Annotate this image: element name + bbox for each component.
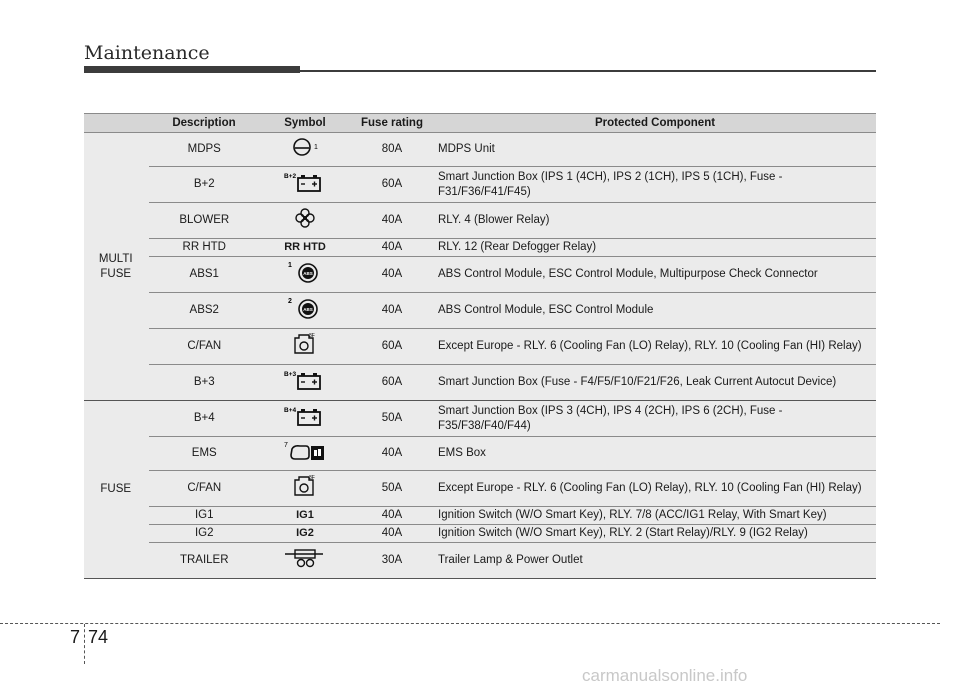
- fuse-rating-cell: 40A: [350, 257, 434, 293]
- protected-component-cell: Ignition Switch (W/O Smart Key), RLY. 2 (Start Relay)/RLY. 9 (IG2 Relay): [434, 525, 876, 543]
- symbol-cell: [260, 437, 350, 471]
- fuse-table: [84, 113, 876, 579]
- svg-text:B+4: B+4: [284, 407, 297, 414]
- battery-icon: [284, 405, 326, 432]
- symbol-text-label: RR HTD: [284, 241, 326, 253]
- svg-text:7: 7: [284, 442, 288, 449]
- page-section-title: Maintenance: [84, 42, 210, 64]
- abs-icon: [288, 260, 322, 289]
- protected-component-cell: Smart Junction Box (IPS 3 (4CH), IPS 4 (2CH), IPS 6 (2CH), Fuse - F35/F38/F40/F44): [434, 401, 876, 437]
- svg-text:B+3: B+3: [284, 371, 297, 378]
- watermark-text: carmanualsonline.info: [582, 666, 748, 685]
- fuse-rating-cell: 40A: [350, 507, 434, 525]
- symbol-cell: [260, 293, 350, 329]
- symbol-cell: [260, 257, 350, 293]
- symbol-cell: [260, 401, 350, 437]
- symbol-cell: [260, 329, 350, 365]
- svg-text:ABS: ABS: [303, 271, 313, 276]
- description-cell: IG1: [148, 507, 260, 525]
- protected-component-cell: Trailer Lamp & Power Outlet: [434, 543, 876, 579]
- abs-icon: [288, 296, 322, 325]
- group-label-cell: MULTI FUSE: [84, 133, 148, 401]
- description-cell: ABS1: [148, 257, 260, 293]
- column-header-fuse-rating: Fuse rating: [350, 114, 434, 133]
- protected-component-cell: Smart Junction Box (Fuse - F4/F5/F10/F21/F26, Leak Current Autocut Device): [434, 365, 876, 401]
- svg-text:B+2: B+2: [284, 173, 297, 180]
- description-cell: ABS2: [148, 293, 260, 329]
- table-row: [84, 401, 876, 437]
- protected-component-cell: ABS Control Module, ESC Control Module: [434, 293, 876, 329]
- cooling-fan-icon: [292, 332, 318, 361]
- column-header-symbol: Symbol: [260, 114, 350, 133]
- table-row: [84, 525, 876, 543]
- trailer-icon: [283, 547, 327, 574]
- symbol-cell: [260, 471, 350, 507]
- table-row: [84, 203, 876, 239]
- fuse-rating-cell: 50A: [350, 471, 434, 507]
- fuse-rating-cell: 40A: [350, 525, 434, 543]
- table-row: [84, 543, 876, 579]
- fuse-rating-cell: 40A: [350, 239, 434, 257]
- table-row: [84, 239, 876, 257]
- header-group-cell: [84, 114, 148, 133]
- footer-divider: [84, 624, 85, 664]
- description-cell: C/FAN: [148, 471, 260, 507]
- header-rule-thin: [300, 70, 876, 72]
- fuse-rating-cell: 40A: [350, 203, 434, 239]
- fan-icon: [294, 207, 316, 234]
- svg-text:2: 2: [288, 298, 292, 305]
- page-number: 74: [88, 627, 109, 647]
- protected-component-cell: Except Europe - RLY. 6 (Cooling Fan (LO) Relay), RLY. 10 (Cooling Fan (HI) Relay): [434, 471, 876, 507]
- battery-icon: [284, 369, 326, 396]
- table-row: [84, 133, 876, 167]
- symbol-text-label: IG1: [296, 509, 314, 521]
- group-label-cell: FUSE: [84, 401, 148, 579]
- fuse-rating-cell: 60A: [350, 167, 434, 203]
- header-rule-thick: [84, 66, 300, 73]
- protected-component-cell: Ignition Switch (W/O Smart Key), RLY. 7/8 (ACC/IG1 Relay, With Smart Key): [434, 507, 876, 525]
- table-row: [84, 167, 876, 203]
- protected-component-cell: RLY. 4 (Blower Relay): [434, 203, 876, 239]
- table-body: [84, 133, 876, 579]
- symbol-cell: [260, 203, 350, 239]
- svg-text:ABS: ABS: [303, 307, 313, 312]
- table-row: [84, 471, 876, 507]
- table-row: [84, 257, 876, 293]
- protected-component-cell: MDPS Unit: [434, 133, 876, 167]
- description-cell: B+4: [148, 401, 260, 437]
- table-row: [84, 437, 876, 471]
- symbol-cell: [260, 365, 350, 401]
- protected-component-cell: EMS Box: [434, 437, 876, 471]
- description-cell: BLOWER: [148, 203, 260, 239]
- svg-text:1: 1: [314, 144, 318, 151]
- symbol-text-label: IG2: [296, 527, 314, 539]
- svg-text:1: 1: [288, 262, 292, 269]
- protected-component-cell: ABS Control Module, ESC Control Module, Multipurpose Check Connector: [434, 257, 876, 293]
- mdps-icon: [288, 137, 322, 162]
- cooling-fan-icon: [292, 474, 318, 503]
- battery-icon: [284, 171, 326, 198]
- fuse-rating-cell: 40A: [350, 293, 434, 329]
- column-header-protected-component: Protected Component: [434, 114, 876, 133]
- table-row: [84, 507, 876, 525]
- symbol-cell: [260, 133, 350, 167]
- protected-component-cell: Except Europe - RLY. 6 (Cooling Fan (LO) Relay), RLY. 10 (Cooling Fan (HI) Relay): [434, 329, 876, 365]
- engine-icon: [284, 440, 326, 467]
- symbol-cell: [260, 167, 350, 203]
- description-cell: RR HTD: [148, 239, 260, 257]
- fuse-rating-cell: 60A: [350, 365, 434, 401]
- description-cell: TRAILER: [148, 543, 260, 579]
- svg-text:3F: 3F: [309, 333, 315, 339]
- protected-component-cell: Smart Junction Box (IPS 1 (4CH), IPS 2 (1CH), IPS 5 (1CH), Fuse - F31/F36/F41/F45): [434, 167, 876, 203]
- symbol-cell: [260, 525, 350, 543]
- svg-text:3F: 3F: [309, 475, 315, 481]
- footer-rule: [0, 623, 940, 624]
- description-cell: B+3: [148, 365, 260, 401]
- table-row: [84, 293, 876, 329]
- description-cell: C/FAN: [148, 329, 260, 365]
- fuse-rating-cell: 80A: [350, 133, 434, 167]
- table-row: [84, 365, 876, 401]
- description-cell: MDPS: [148, 133, 260, 167]
- table-header-row: [84, 114, 876, 133]
- protected-component-cell: RLY. 12 (Rear Defogger Relay): [434, 239, 876, 257]
- description-cell: IG2: [148, 525, 260, 543]
- fuse-rating-cell: 50A: [350, 401, 434, 437]
- description-cell: EMS: [148, 437, 260, 471]
- fuse-rating-cell: 30A: [350, 543, 434, 579]
- chapter-number: 7: [70, 627, 81, 647]
- symbol-cell: [260, 543, 350, 579]
- column-header-description: Description: [148, 114, 260, 133]
- description-cell: B+2: [148, 167, 260, 203]
- table-row: [84, 329, 876, 365]
- fuse-rating-cell: 60A: [350, 329, 434, 365]
- fuse-rating-cell: 40A: [350, 437, 434, 471]
- symbol-cell: [260, 239, 350, 257]
- symbol-cell: [260, 507, 350, 525]
